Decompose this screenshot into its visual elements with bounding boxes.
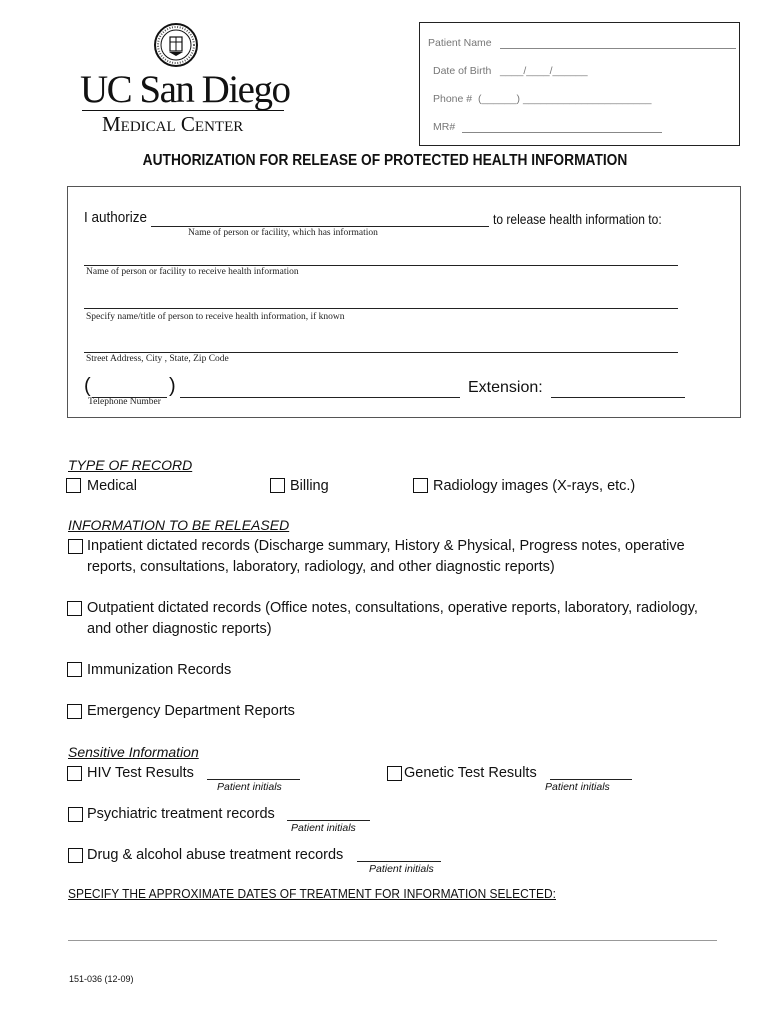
authorize-prefix: I authorize xyxy=(84,209,148,226)
outpatient-label-line1: Outpatient dictated records (Office notes, consultations, operative reports, laboratory, radiology, xyxy=(87,600,698,616)
logo xyxy=(80,22,290,137)
outpatient-checkbox[interactable] xyxy=(67,601,82,616)
psych-initials-caption: Patient initials xyxy=(291,822,356,834)
recipient-name-caption: Name of person or facility to receive health information xyxy=(86,267,299,277)
immunization-label: Immunization Records xyxy=(87,662,232,678)
recipient-name-field[interactable] xyxy=(84,265,678,266)
area-code-close-paren: ) xyxy=(169,375,176,397)
inpatient-label-line2: reports, consultations, laboratory, radiology, and other diagnostic reports) xyxy=(87,559,555,575)
genetic-initials-field[interactable] xyxy=(550,779,632,780)
patient-info-box xyxy=(419,22,740,146)
patient-name-label: Patient Name xyxy=(428,37,492,49)
psych-checkbox[interactable] xyxy=(68,807,83,822)
authorization-box xyxy=(67,186,741,418)
address-field[interactable] xyxy=(84,352,678,353)
medical-label: Medical xyxy=(87,478,137,494)
emergency-label: Emergency Department Reports xyxy=(87,703,295,719)
psych-initials-field[interactable] xyxy=(287,820,370,821)
holder-name-caption: Name of person or facility, which has information xyxy=(188,228,378,238)
extension-field[interactable] xyxy=(551,397,685,398)
psych-label: Psychiatric treatment records xyxy=(87,806,275,822)
dates-instruction: SPECIFY THE APPROXIMATE DATES OF TREATMENT FOR INFORMATION SELECTED: xyxy=(68,886,557,901)
radiology-checkbox[interactable] xyxy=(413,478,428,493)
drug-initials-caption: Patient initials xyxy=(369,863,434,875)
radiology-label: Radiology images (X-rays, etc.) xyxy=(433,478,636,494)
drug-label: Drug & alcohol abuse treatment records xyxy=(87,847,344,863)
holder-name-field[interactable] xyxy=(151,226,489,227)
genetic-checkbox[interactable] xyxy=(387,766,402,781)
form-number: 151-036 (12-09) xyxy=(69,974,134,984)
form-title: AUTHORIZATION FOR RELEASE OF PROTECTED HEALTH INFORMATION xyxy=(142,152,628,169)
mr-label: MR# xyxy=(433,121,456,133)
inpatient-checkbox[interactable] xyxy=(68,539,83,554)
recipient-title-field[interactable] xyxy=(84,308,678,309)
address-caption: Street Address, City , State, Zip Code xyxy=(86,354,229,364)
logo-wordmark: UC San Diego xyxy=(80,68,290,111)
dob-field[interactable]: ____/____/______ xyxy=(500,65,588,77)
genetic-label: Genetic Test Results xyxy=(404,765,537,781)
emergency-checkbox[interactable] xyxy=(67,704,82,719)
genetic-initials-caption: Patient initials xyxy=(545,781,610,793)
university-seal-icon xyxy=(153,22,199,68)
hiv-initials-field[interactable] xyxy=(207,779,300,780)
type-of-record-header: TYPE OF RECORD xyxy=(68,457,193,473)
sensitive-header: Sensitive Information xyxy=(68,744,199,760)
dates-field[interactable] xyxy=(68,940,717,941)
drug-initials-field[interactable] xyxy=(357,861,441,862)
hiv-label: HIV Test Results xyxy=(87,765,194,781)
billing-label: Billing xyxy=(290,478,329,494)
billing-checkbox[interactable] xyxy=(270,478,285,493)
info-released-header: INFORMATION TO BE RELEASED xyxy=(68,517,290,533)
logo-subtitle: Medical Center xyxy=(102,112,244,136)
extension-label: Extension: xyxy=(468,379,543,396)
inpatient-label-line1: Inpatient dictated records (Discharge summary, History & Physical, Progress notes, operative xyxy=(87,538,685,554)
telephone-field[interactable] xyxy=(180,397,460,398)
medical-checkbox[interactable] xyxy=(66,478,81,493)
hiv-initials-caption: Patient initials xyxy=(217,781,282,793)
logo-rule xyxy=(82,110,284,111)
outpatient-label-line2: and other diagnostic reports) xyxy=(87,621,272,637)
mr-field[interactable] xyxy=(462,132,662,133)
immunization-checkbox[interactable] xyxy=(67,662,82,677)
phone-label: Phone # xyxy=(433,93,473,105)
authorize-suffix: to release health information to: xyxy=(493,211,662,227)
area-code-open-paren: ( xyxy=(84,375,91,397)
patient-name-field[interactable] xyxy=(500,48,736,49)
recipient-title-caption: Specify name/title of person to receive health information, if known xyxy=(86,312,345,322)
hiv-checkbox[interactable] xyxy=(67,766,82,781)
dob-label: Date of Birth xyxy=(433,65,492,77)
phone-field[interactable]: (______) ______________________ xyxy=(478,93,652,105)
telephone-caption: Telephone Number xyxy=(88,397,161,407)
drug-checkbox[interactable] xyxy=(68,848,83,863)
